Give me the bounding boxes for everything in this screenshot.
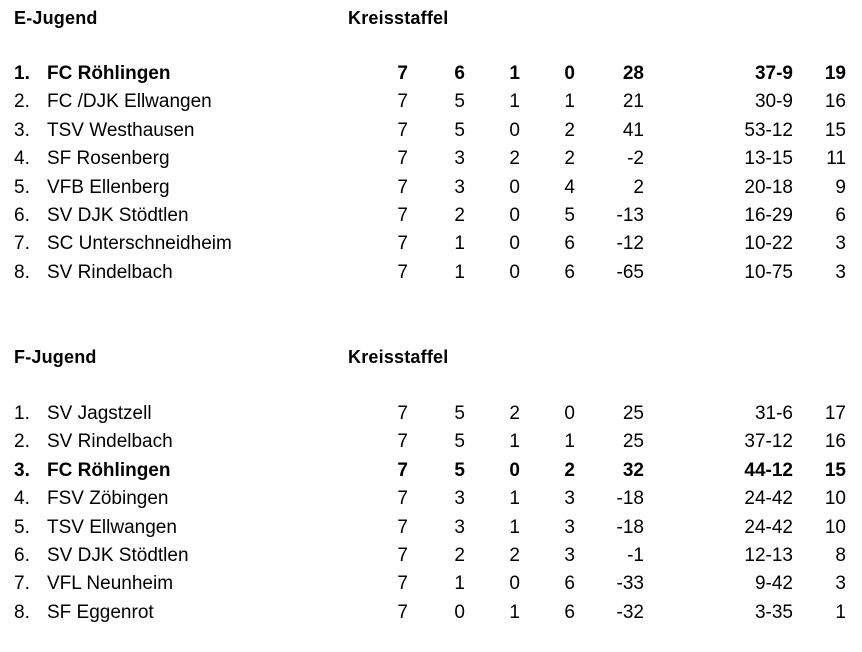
goals-cell: 37-9 [754, 63, 793, 84]
draws-cell: 2 [509, 545, 520, 566]
goal-difference-cell: 41 [622, 119, 644, 141]
team-name: SV Rindelbach [47, 431, 173, 453]
draws-cell: 0 [509, 205, 520, 226]
goals-cell: 30-9 [754, 91, 793, 113]
table-row [0, 570, 862, 598]
goals-cell: 31-6 [754, 403, 793, 424]
wins-cell: 1 [454, 233, 465, 255]
draws-cell: 0 [509, 459, 520, 481]
games-played-cell: 7 [397, 403, 408, 424]
team-name: SV DJK Stödtlen [47, 545, 189, 566]
wins-cell: 3 [454, 176, 465, 198]
league-name: Kreisstaffel [348, 347, 449, 367]
table-row [0, 599, 862, 627]
wins-cell: 5 [454, 459, 465, 481]
losses-cell: 2 [564, 459, 575, 481]
wins-cell: 3 [454, 488, 465, 510]
league-name: Kreisstaffel [348, 8, 449, 28]
rank-cell: 7. [14, 233, 30, 255]
rank-cell: 4. [14, 148, 30, 170]
draws-cell: 1 [509, 431, 520, 453]
rank-cell: 5. [14, 516, 30, 538]
table-row [0, 117, 862, 145]
goals-cell: 20-18 [744, 176, 793, 198]
goal-difference-cell: 21 [622, 91, 644, 113]
games-played-cell: 7 [397, 119, 408, 141]
goals-cell: 37-12 [744, 431, 793, 453]
rank-cell: 4. [14, 488, 30, 510]
team-name: SF Eggenrot [47, 601, 154, 623]
table-row [0, 485, 862, 513]
goals-cell: 9-42 [754, 573, 793, 595]
losses-cell: 6 [564, 601, 575, 623]
team-name: SC Unterschneidheim [47, 233, 232, 255]
games-played-cell: 7 [397, 459, 408, 481]
draws-cell: 0 [509, 261, 520, 283]
draws-cell: 1 [509, 516, 520, 538]
losses-cell: 3 [564, 545, 575, 566]
team-name: FC /DJK Ellwangen [47, 91, 212, 113]
draws-cell: 0 [509, 573, 520, 595]
goals-cell: 24-42 [744, 516, 793, 538]
losses-cell: 0 [564, 63, 575, 84]
goal-difference-cell: 32 [622, 459, 644, 481]
draws-cell: 0 [509, 119, 520, 141]
games-played-cell: 7 [397, 205, 408, 226]
wins-cell: 2 [454, 545, 465, 566]
games-played-cell: 7 [397, 148, 408, 170]
goal-difference-cell: -65 [616, 261, 644, 283]
table-row [0, 60, 862, 88]
team-name: SF Rosenberg [47, 148, 170, 170]
rank-cell: 1. [14, 403, 30, 424]
table-row [0, 428, 862, 456]
table-row [0, 230, 862, 258]
games-played-cell: 7 [397, 601, 408, 623]
section-title: F-Jugend [14, 347, 97, 367]
points-cell: 3 [835, 261, 846, 283]
wins-cell: 5 [454, 431, 465, 453]
losses-cell: 6 [564, 261, 575, 283]
draws-cell: 0 [509, 176, 520, 198]
team-name: VFL Neunheim [47, 573, 174, 595]
losses-cell: 1 [564, 91, 575, 113]
points-cell: 9 [835, 176, 846, 198]
games-played-cell: 7 [397, 233, 408, 255]
goal-difference-cell: 2 [633, 176, 644, 198]
wins-cell: 5 [454, 403, 465, 424]
wins-cell: 5 [454, 91, 465, 113]
table-row [0, 174, 862, 202]
goal-difference-cell: 28 [622, 63, 644, 84]
losses-cell: 3 [564, 488, 575, 510]
table-row [0, 400, 862, 428]
goal-difference-cell: 25 [622, 403, 644, 424]
points-cell: 16 [824, 91, 846, 113]
points-cell: 3 [835, 233, 846, 255]
points-cell: 15 [824, 459, 846, 481]
losses-cell: 1 [564, 431, 575, 453]
losses-cell: 6 [564, 573, 575, 595]
rank-cell: 6. [14, 205, 30, 226]
wins-cell: 2 [454, 205, 465, 226]
wins-cell: 1 [454, 573, 465, 595]
losses-cell: 2 [564, 148, 575, 170]
team-name: FSV Zöbingen [47, 488, 169, 510]
draws-cell: 2 [509, 403, 520, 424]
draws-cell: 2 [509, 148, 520, 170]
rank-cell: 5. [14, 176, 30, 198]
points-cell: 19 [824, 63, 846, 84]
goals-cell: 53-12 [744, 119, 793, 141]
wins-cell: 3 [454, 516, 465, 538]
rank-cell: 6. [14, 545, 30, 566]
games-played-cell: 7 [397, 176, 408, 198]
goals-cell: 10-75 [744, 261, 793, 283]
table-row [0, 88, 862, 116]
games-played-cell: 7 [397, 91, 408, 113]
draws-cell: 1 [509, 601, 520, 623]
team-name: TSV Westhausen [47, 119, 195, 141]
games-played-cell: 7 [397, 545, 408, 566]
wins-cell: 1 [454, 261, 465, 283]
losses-cell: 5 [564, 205, 575, 226]
rank-cell: 3. [14, 119, 30, 141]
goal-difference-cell: 25 [622, 431, 644, 453]
goal-difference-cell: -18 [616, 488, 644, 510]
losses-cell: 0 [564, 403, 575, 424]
team-name: VFB Ellenberg [47, 176, 170, 198]
goal-difference-cell: -13 [616, 205, 644, 226]
goal-difference-cell: -32 [616, 601, 644, 623]
points-cell: 1 [835, 601, 846, 623]
draws-cell: 0 [509, 233, 520, 255]
losses-cell: 6 [564, 233, 575, 255]
goal-difference-cell: -33 [616, 573, 644, 595]
team-name: SV Rindelbach [47, 261, 173, 283]
goals-cell: 13-15 [744, 148, 793, 170]
wins-cell: 5 [454, 119, 465, 141]
table-row [0, 457, 862, 485]
rank-cell: 2. [14, 431, 30, 453]
team-name: FC Röhlingen [47, 63, 171, 84]
goal-difference-cell: -1 [627, 545, 644, 566]
losses-cell: 2 [564, 119, 575, 141]
games-played-cell: 7 [397, 488, 408, 510]
points-cell: 6 [835, 205, 846, 226]
goals-cell: 24-42 [744, 488, 793, 510]
wins-cell: 6 [454, 63, 465, 84]
games-played-cell: 7 [397, 261, 408, 283]
goals-cell: 3-35 [754, 601, 793, 623]
table-row [0, 259, 862, 287]
wins-cell: 3 [454, 148, 465, 170]
rank-cell: 2. [14, 91, 30, 113]
team-name: TSV Ellwangen [47, 516, 177, 538]
goals-cell: 12-13 [744, 545, 793, 566]
games-played-cell: 7 [397, 63, 408, 84]
table-row [0, 202, 862, 230]
points-cell: 10 [824, 516, 846, 538]
losses-cell: 4 [564, 176, 575, 198]
rank-cell: 8. [14, 261, 30, 283]
goals-cell: 44-12 [744, 459, 793, 481]
table-row [0, 145, 862, 173]
goal-difference-cell: -12 [616, 233, 644, 255]
draws-cell: 1 [509, 488, 520, 510]
rank-cell: 3. [14, 459, 30, 481]
goals-cell: 10-22 [744, 233, 793, 255]
goals-cell: 16-29 [744, 205, 793, 226]
points-cell: 17 [824, 403, 846, 424]
rank-cell: 8. [14, 601, 30, 623]
points-cell: 11 [826, 148, 846, 170]
goal-difference-cell: -2 [627, 148, 644, 170]
team-name: SV Jagstzell [47, 403, 152, 424]
rank-cell: 1. [14, 63, 30, 84]
points-cell: 8 [835, 545, 846, 566]
draws-cell: 1 [509, 63, 520, 84]
games-played-cell: 7 [397, 516, 408, 538]
points-cell: 16 [824, 431, 846, 453]
wins-cell: 0 [454, 601, 465, 623]
draws-cell: 1 [509, 91, 520, 113]
rank-cell: 7. [14, 573, 30, 595]
losses-cell: 3 [564, 516, 575, 538]
goal-difference-cell: -18 [616, 516, 644, 538]
games-played-cell: 7 [397, 573, 408, 595]
section-title: E-Jugend [14, 8, 98, 28]
table-row [0, 542, 862, 570]
points-cell: 3 [835, 573, 846, 595]
table-row [0, 514, 862, 542]
games-played-cell: 7 [397, 431, 408, 453]
team-name: SV DJK Stödtlen [47, 205, 189, 226]
points-cell: 10 [824, 488, 846, 510]
team-name: FC Röhlingen [47, 459, 171, 481]
points-cell: 15 [824, 119, 846, 141]
